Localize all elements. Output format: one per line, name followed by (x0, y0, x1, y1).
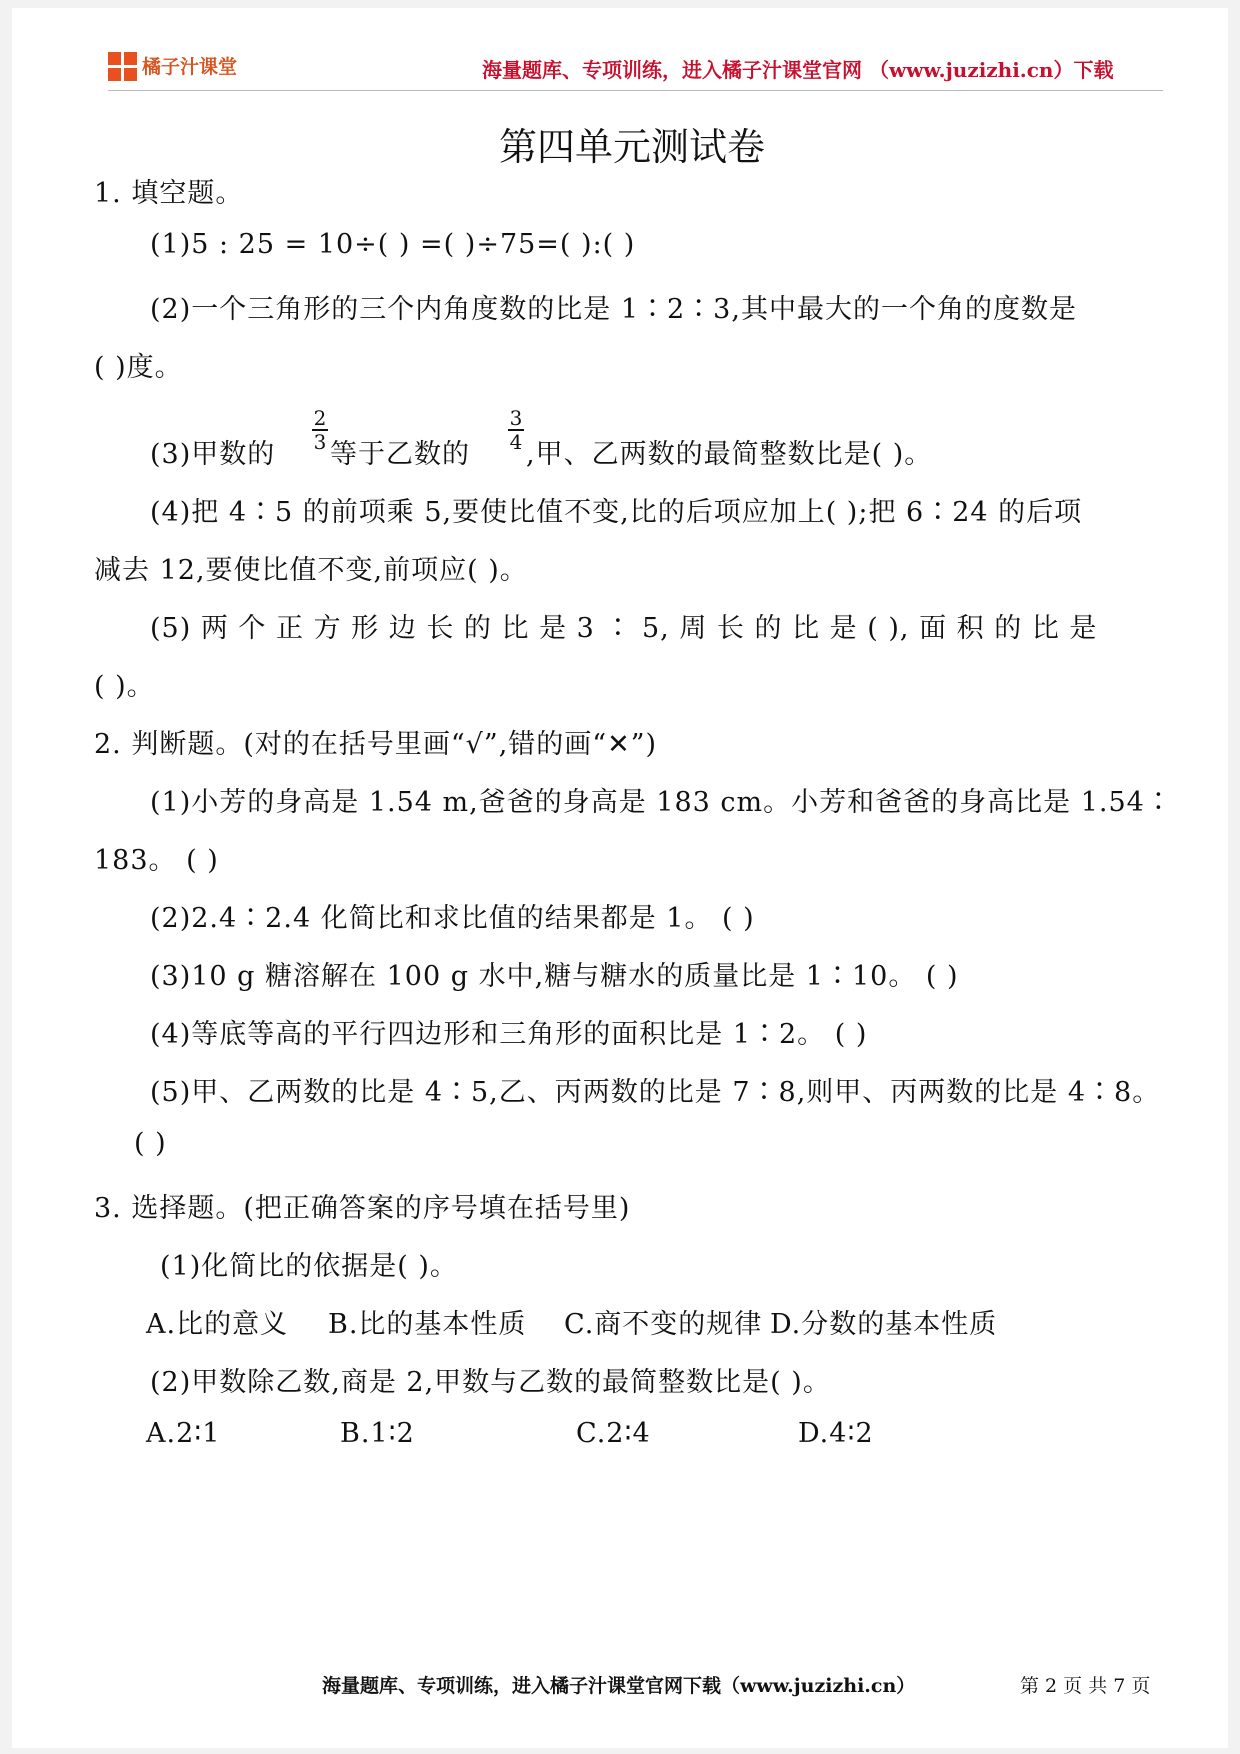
header-slogan: 海量题库、专项训练，进入橘子汁课堂官网 （www.juzizhi.cn）下载 (482, 58, 1114, 82)
question-1-3-b: 等于乙数的 (330, 439, 470, 470)
section-3-heading: 3. 选择题。(把正确答案的序号填在括号里) (94, 1193, 631, 1224)
fraction-three-quarters (508, 408, 524, 452)
fraction-denominator: 3 (313, 430, 327, 454)
question-1-4: (4)把 4∶5 的前项乘 5,要使比值不变,比的后项应加上( );把 6∶24 的后项 (150, 497, 1083, 528)
question-2-4: (4)等底等高的平行四边形和三角形的面积比是 1∶2。 ( ) (150, 1019, 868, 1050)
page-number: 第 2 页 共 7 页 (1020, 1675, 1151, 1697)
question-2-2: (2)2.4∶2.4 化简比和求比值的结果都是 1。 ( ) (150, 903, 755, 934)
option-3-1-d: D.分数的基本性质 (770, 1309, 998, 1340)
section-1-heading: 1. 填空题。 (94, 178, 244, 209)
page-title: 第四单元测试卷 (498, 125, 765, 169)
logo-icon (108, 52, 138, 82)
question-1-2: (2)一个三角形的三个内角度数的比是 1∶2∶3,其中最大的一个角的度数是 (150, 294, 1077, 325)
fraction-two-thirds (312, 408, 328, 452)
question-1-2-cont: ( )度。 (94, 352, 183, 383)
question-3-2: (2)甲数除乙数,商是 2,甲数与乙数的最简整数比是( )。 (150, 1367, 831, 1398)
option-3-2-a: A.2∶1 (146, 1418, 221, 1449)
question-1-1: (1)5 : 25 = 10÷( ) =( )÷75=( ):( ) (150, 229, 636, 260)
option-3-1-a: A.比的意义 (146, 1309, 289, 1340)
question-3-1: (1)化简比的依据是( )。 (160, 1251, 458, 1282)
question-1-5-cont: ( )。 (94, 671, 155, 702)
question-1-4-cont: 减去 12,要使比值不变,前项应( )。 (94, 555, 528, 586)
option-3-1-b: B.比的基本性质 (328, 1309, 527, 1340)
fraction-numerator: 2 (313, 406, 327, 430)
question-1-5: (5) 两 个 正 方 形 边 长 的 比 是 3 ∶ 5, 周 长 的 比 是 ( ), 面 积 的 比 是 (150, 613, 1098, 644)
question-2-5-cont: ( ) (134, 1128, 167, 1159)
footer-text: 海量题库、专项训练，进入橘子汁课堂官网下载（www.juzizhi.cn） (322, 1675, 916, 1697)
header-divider (108, 90, 1163, 91)
logo-text: 橘子汁课堂 (142, 56, 238, 78)
question-2-1: (1)小芳的身高是 1.54 m,爸爸的身高是 183 cm。小芳和爸爸的身高比是 1.54∶ (150, 787, 1173, 818)
option-3-1-c: C.商不变的规律 (564, 1309, 763, 1340)
page (12, 8, 1228, 1748)
question-1-3-c: ,甲、乙两数的最简整数比是( )。 (526, 439, 933, 470)
fraction-numerator: 3 (509, 406, 523, 430)
question-2-5: (5)甲、乙两数的比是 4∶5,乙、丙两数的比是 7∶8,则甲、丙两数的比是 4∶8。 (150, 1077, 1161, 1108)
section-2-heading: 2. 判断题。(对的在括号里画“√”,错的画“✕”) (94, 729, 658, 760)
option-3-2-c: C.2∶4 (576, 1418, 651, 1449)
question-2-3: (3)10 g 糖溶解在 100 g 水中,糖与糖水的质量比是 1∶10。 ( ) (150, 961, 959, 992)
option-3-2-b: B.1∶2 (340, 1418, 415, 1449)
question-2-1-cont: 183。 ( ) (94, 845, 219, 876)
option-3-2-d: D.4∶2 (798, 1418, 874, 1449)
fraction-denominator: 4 (509, 430, 523, 454)
question-1-3-a: (3)甲数的 (150, 439, 276, 470)
